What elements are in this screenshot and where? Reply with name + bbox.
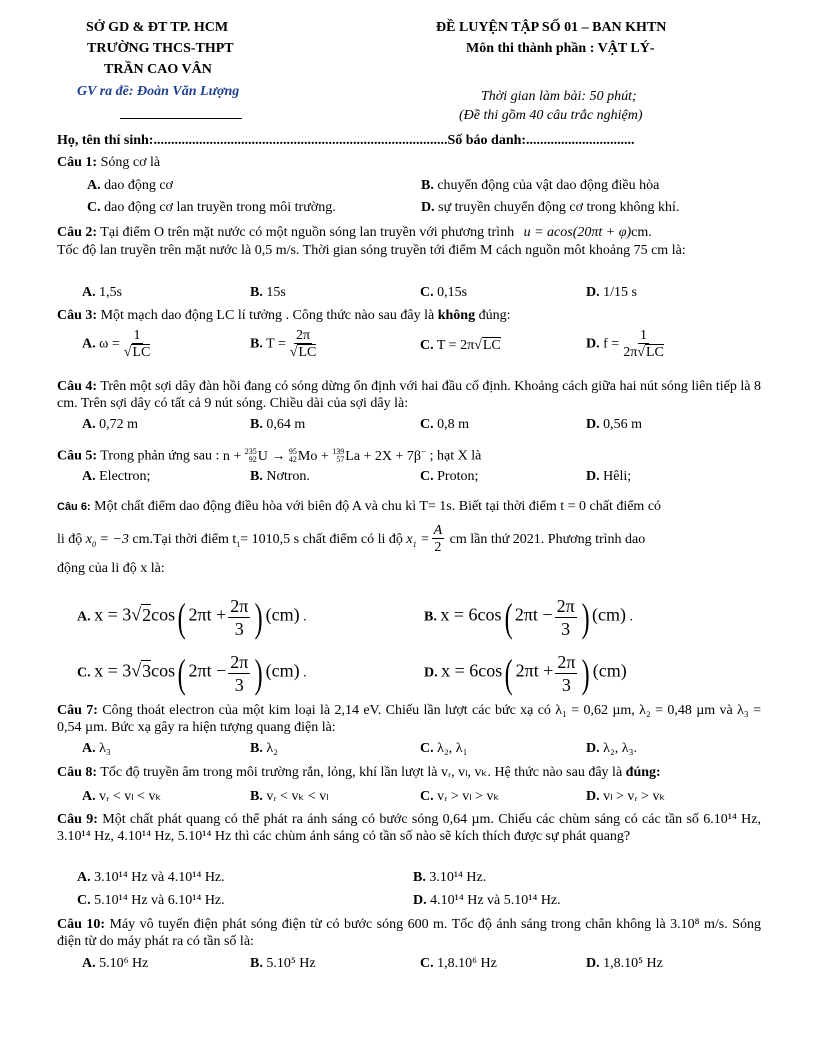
option-d: D. 1,8.10⁵ Hz	[586, 956, 663, 971]
question-1	[57, 154, 761, 171]
option-b: B. 5.10⁵ Hz	[250, 956, 316, 971]
option-a: A. x = 3√2cos( 2πt + $\frac{2\pi}{3}$ ) (cm) .	[77, 594, 307, 640]
option-d: D. Hêli;	[586, 469, 632, 484]
question-label: Câu 1:	[57, 155, 98, 170]
option-a: A. ω = $\frac{1}{√LC}$	[82, 328, 151, 360]
option-c: C. T = 2π√LC	[420, 338, 501, 353]
question-2: Câu 2: Tại điểm O trên mặt nước có một nguồn sóng lan truyền với phương trình u = acos(20πt + φ)cm.	[57, 225, 652, 240]
option-a: A. λ₃	[82, 741, 111, 756]
question-10: Câu 10: Máy vô tuyến điện phát sóng điện từ có bước sóng 600 m. Tốc độ ánh sáng trong chân không là 3.10⁸ m/s. Sóng điện từ do máy phát ra có tần số là:	[57, 917, 761, 949]
option-a: A. 3.10¹⁴ Hz và 4.10¹⁴ Hz.	[77, 870, 225, 885]
option-d: D. 1/15 s	[586, 285, 637, 300]
option-b: B. chuyển động của vật dao động điều hòa	[421, 178, 660, 193]
exam-count: (Đề thi gồm 40 câu trắc nghiệm)	[459, 108, 643, 123]
option-c: C. 0,8 m	[420, 417, 470, 432]
option-a: A. 1,5s	[82, 285, 123, 300]
question-3: Câu 3: Một mạch dao động LC lí tưởng . Công thức nào sau đây là không đúng:	[57, 308, 511, 323]
nuclear-reaction: n + 235 92 U → 95 42 Mo + 139 57 La + 2X + 7β−	[222, 446, 427, 465]
question-7: Câu 7: Công thoát electron của một kim loại là 2,14 eV. Chiếu lần lượt các bức xạ có λ₁ = 0,62 µm, λ₂ = 0,48 µm và λ₃ = 0,54 µm. Bức xạ gây ra hiện tượng quang điện là:	[57, 703, 761, 735]
department-name: SỞ GD & ĐT TP. HCM	[86, 20, 229, 35]
question-8: Câu 8: Tốc độ truyền âm trong môi trường rắn, lỏng, khí lần lượt là vᵣ, vₗ, vₖ. Hệ thức nào sau đây là đúng:	[57, 765, 661, 780]
author: GV ra đề: Đoàn Văn Lượng	[77, 84, 240, 99]
question-4: Câu 4: Trên một sợi dây đàn hồi đang có sóng dừng ổn định với hai đầu cố định. Khoảng cách giữa hai nút sóng liên tiếp là 8 cm. Trên sợi dây có tất cả 9 nút sóng. Chiều dài của sợi dây là:	[57, 379, 762, 411]
exam-subject: Môn thi thành phần : VẬT LÝ-	[466, 41, 655, 56]
option-c: C. 5.10¹⁴ Hz và 6.10¹⁴ Hz.	[77, 893, 225, 908]
option-a: A. 0,72 m	[82, 417, 139, 432]
option-d: D. x = 6cos( 2πt + $\frac{2\pi}{3}$ ) (cm)	[424, 650, 627, 696]
option-a: A. dao động cơ	[87, 178, 173, 193]
question-text: Sóng cơ là	[97, 155, 161, 170]
option-a: A. 5.10⁶ Hz	[82, 956, 149, 971]
header-divider	[120, 118, 242, 119]
wave-equation: u = acos(20πt + φ)	[523, 225, 632, 240]
option-c: C. dao động cơ lan truyền trong môi trường.	[87, 200, 336, 215]
option-d: D. 0,56 m	[586, 417, 643, 432]
option-c: C. 1,8.10⁶ Hz	[420, 956, 497, 971]
exam-duration: Thời gian làm bài: 50 phút;	[481, 89, 637, 104]
option-c: C. x = 3√3cos( 2πt − $\frac{2\pi}{3}$ ) (cm) .	[77, 650, 307, 696]
option-d: D. sự truyền chuyển động cơ trong không khí.	[421, 200, 680, 215]
option-d: D. vₗ > vᵣ > vₖ	[586, 789, 666, 804]
option-d: D. f = $\frac{1}{2\pi√LC}$	[586, 328, 664, 360]
option-b: B. Nơtron.	[250, 469, 310, 484]
question-2-cont: Tốc độ lan truyền trên mặt nước là 0,5 m/s. Thời gian sóng truyền tới điểm M cách nguồn môt khoảng 75 cm là:	[57, 243, 686, 258]
question-6: Câu 6: Một chất điểm dao động điều hòa với biên độ A và chu kì T= 1s. Biết tại thời điểm t = 0 chất điểm có	[57, 499, 662, 514]
student-info: Họ, tên thí sinh:....................................................................................Số báo danh:...............................	[57, 133, 635, 148]
question-6-line3: động của li độ x là:	[57, 561, 165, 576]
option-c: C. vᵣ > vₗ > vₖ	[420, 789, 500, 804]
question-9: Câu 9: Một chất phát quang có thể phát ra ánh sáng có bước sóng 0,64 µm. Chiếu các chùm sáng có các tần số 6.10¹⁴ Hz, 3.10¹⁴ Hz, 4.10¹⁴ Hz, 5.10¹⁴ Hz thì các chùm ánh sáng có tần số nào sẽ kích thích được sự phát quang?	[57, 812, 761, 844]
option-b: B. λ₂	[250, 741, 279, 756]
exam-title: ĐỀ LUYỆN TẬP SỐ 01 – BAN KHTN	[436, 20, 667, 35]
school-name-line2: TRẦN CAO VÂN	[104, 62, 212, 77]
question-6-line2: li độ $x_0 = -3$ cm.Tại thời điểm $t_1= 1010,5$ s chất điểm có li độ $x_1$ = $\frac{A}{2}$ cm lần thứ 2021. Phương trình dao	[57, 523, 646, 556]
option-c: C. λ₂, λ₁	[420, 741, 468, 756]
option-d: D. λ₂, λ₃.	[586, 741, 637, 756]
option-b: B. T = $\frac{2\pi}{√LC}$	[250, 328, 317, 360]
question-5: Câu 5: Trong phản ứng sau : n + 235 92 U → 95 42 Mo + 139 57 La + 2X + 7β− ; hạt X là	[57, 446, 482, 465]
option-b: B. 15s	[250, 285, 286, 300]
option-b: B. x = 6cos( 2πt − $\frac{2\pi}{3}$ ) (cm) .	[424, 594, 633, 640]
option-c: C. 0,15s	[420, 285, 468, 300]
option-c: C. Proton;	[420, 469, 479, 484]
option-b: B. vᵣ < vₖ < vₗ	[250, 789, 329, 804]
option-b: B. 0,64 m	[250, 417, 306, 432]
option-a: A. Electron;	[82, 469, 151, 484]
option-a: A. vᵣ < vₗ < vₖ	[82, 789, 162, 804]
option-b: B. 3.10¹⁴ Hz.	[413, 870, 487, 885]
option-d: D. 4.10¹⁴ Hz và 5.10¹⁴ Hz.	[413, 893, 561, 908]
school-name-line1: TRƯỜNG THCS-THPT	[87, 41, 234, 56]
